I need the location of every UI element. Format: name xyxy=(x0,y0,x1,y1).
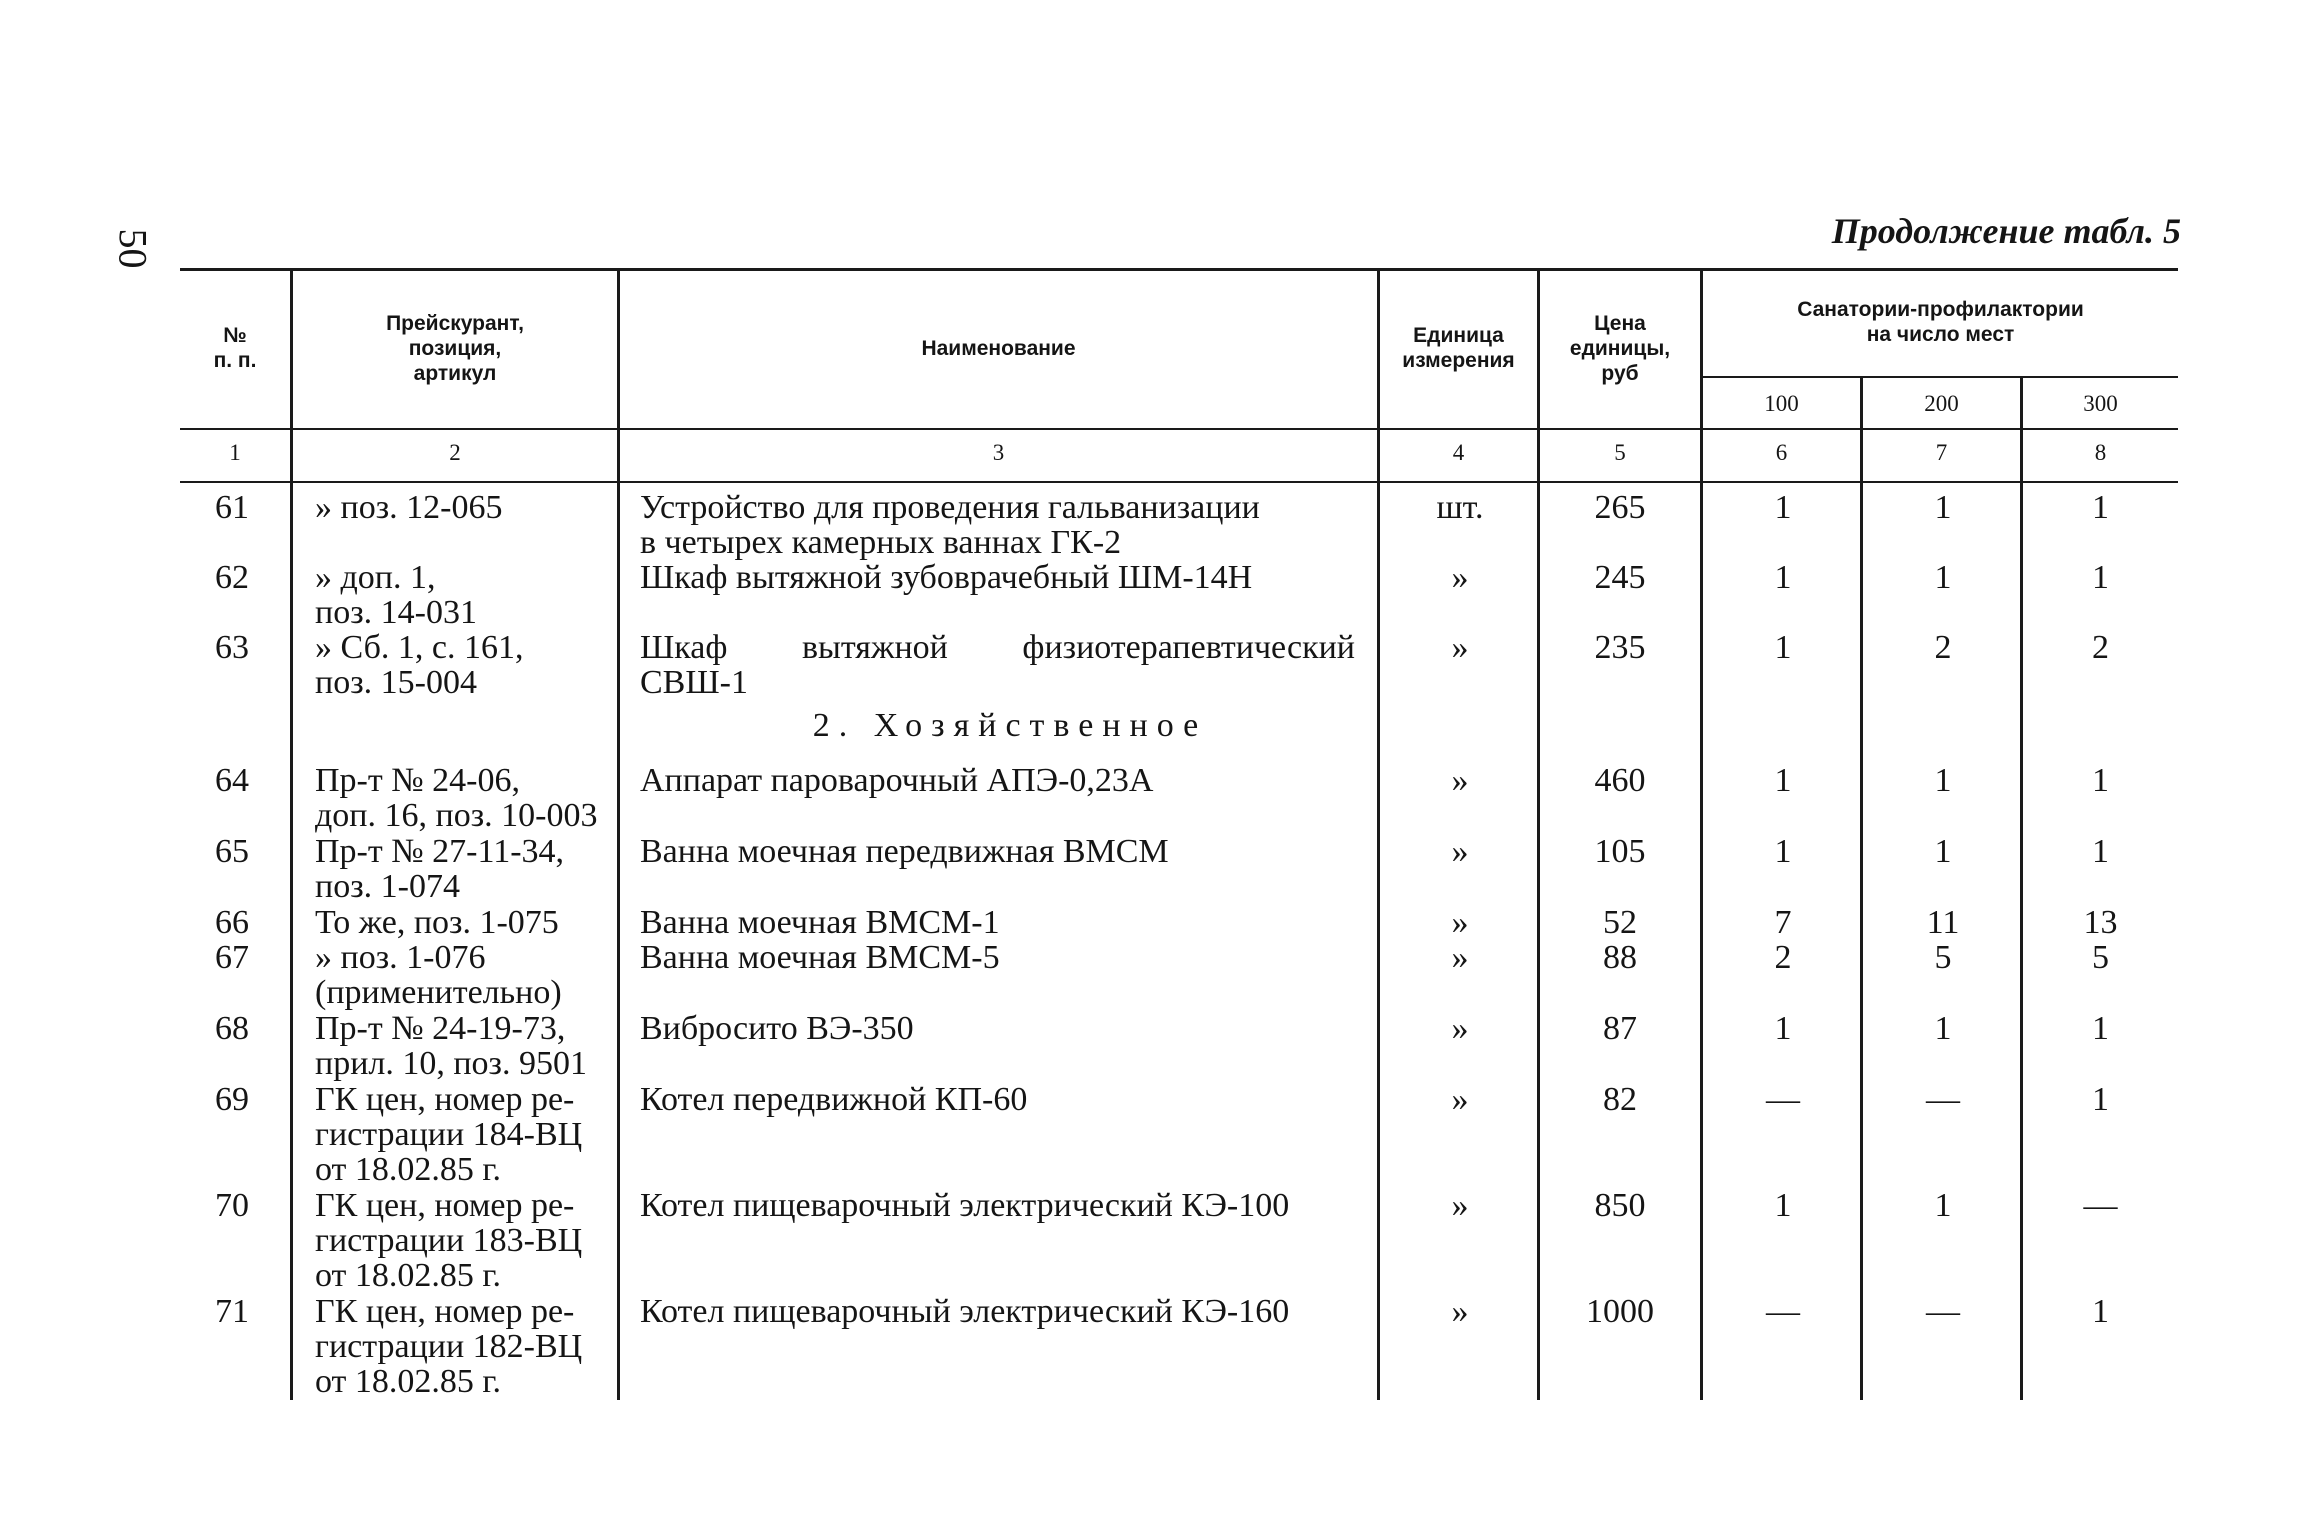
item-name: Вибросито ВЭ-350 xyxy=(640,1010,914,1047)
unit-cell: » xyxy=(1451,939,1469,976)
column-divider xyxy=(290,268,293,1400)
qty-200: 2 xyxy=(1934,629,1952,666)
price-cell: 88 xyxy=(1603,939,1637,976)
qty-300: 5 xyxy=(2092,939,2109,976)
pricelist-cell: ГК цен, номер ре- гистрации 183-ВЦ от 18.02.85 г. xyxy=(315,1187,583,1294)
unit-cell: шт. xyxy=(1436,489,1484,526)
pricelist-cell: ГК цен, номер ре- гистрации 182-ВЦ от 18.02.85 г. xyxy=(315,1293,583,1400)
pricelist-cell: Пр-т № 24-06, доп. 16, поз. 10-003 xyxy=(315,762,598,834)
pricelist-cell: То же, поз. 1-075 xyxy=(315,904,559,941)
unit-cell: » xyxy=(1451,559,1469,596)
qty-200: 1 xyxy=(1934,1010,1952,1047)
qty-200: — xyxy=(1926,1293,1960,1330)
column-number: 8 xyxy=(2094,440,2107,465)
header-unit: Единица измерения xyxy=(1402,324,1515,372)
qty-300: — xyxy=(2083,1187,2118,1224)
row-number: 70 xyxy=(215,1187,249,1224)
pricelist-cell: Пр-т № 27-11-34, поз. 1-074 xyxy=(315,833,565,905)
row-number: 71 xyxy=(215,1293,249,1330)
qty-100: — xyxy=(1766,1081,1800,1118)
row-number: 67 xyxy=(215,939,249,976)
item-name: Аппарат пароварочный АПЭ-0,23А xyxy=(640,762,1154,799)
price-cell: 1000 xyxy=(1586,1293,1654,1330)
qty-200: 1 xyxy=(1934,489,1952,526)
row-number: 64 xyxy=(215,762,249,799)
column-number: 1 xyxy=(229,440,241,465)
item-name: Котел передвижной КП-60 xyxy=(640,1081,1028,1118)
qty-300: 2 xyxy=(2092,629,2109,666)
qty-100: 1 xyxy=(1774,629,1792,666)
table-caption: Продолжение табл. 5 xyxy=(1831,211,2181,251)
column-number: 4 xyxy=(1452,440,1465,465)
row-number: 66 xyxy=(215,904,249,941)
row-number: 69 xyxy=(215,1081,249,1118)
qty-100: 7 xyxy=(1774,904,1792,941)
price-cell: 235 xyxy=(1594,629,1646,666)
price-cell: 265 xyxy=(1594,489,1646,526)
item-name: Котел пищеварочный электрический КЭ-100 xyxy=(640,1187,1290,1224)
pricelist-cell: Пр-т № 24-19-73, прил. 10, поз. 9501 xyxy=(315,1010,587,1082)
qty-200: 5 xyxy=(1934,939,1952,976)
unit-cell: » xyxy=(1451,1081,1469,1118)
qty-300: 1 xyxy=(2092,1081,2109,1118)
price-cell: 105 xyxy=(1594,833,1646,870)
item-name: Котел пищеварочный электрический КЭ-160 xyxy=(640,1293,1290,1330)
row-number: 65 xyxy=(215,833,249,870)
qty-300: 1 xyxy=(2092,559,2109,596)
unit-cell: » xyxy=(1451,1293,1469,1330)
price-cell: 82 xyxy=(1603,1081,1637,1118)
qty-100: 1 xyxy=(1774,833,1792,870)
unit-cell: » xyxy=(1451,1010,1469,1047)
header-no: № п. п. xyxy=(213,324,257,372)
row-number: 61 xyxy=(215,489,249,526)
section-heading: 2. Хозяйственное xyxy=(812,707,1208,744)
item-name: Ванна моечная ВМСМ-5 xyxy=(640,939,1000,976)
column-number: 3 xyxy=(992,440,1005,465)
qty-100: 1 xyxy=(1774,489,1792,526)
price-table xyxy=(180,268,2178,1400)
column-number: 5 xyxy=(1614,440,1626,465)
item-name: Устройство для проведения гальванизации в четырех камерных ваннах ГК-2 xyxy=(640,489,1260,561)
qty-100: 1 xyxy=(1774,1010,1792,1047)
price-cell: 460 xyxy=(1594,762,1646,799)
qty-200: — xyxy=(1926,1081,1960,1118)
qty-300: 1 xyxy=(2092,762,2109,799)
header-bottom-rule xyxy=(180,428,2178,430)
header-capacity-100: 100 xyxy=(1764,390,1799,416)
unit-cell: » xyxy=(1451,833,1469,870)
header-price: Цена единицы, руб xyxy=(1569,311,1671,385)
column-divider xyxy=(2020,376,2023,1400)
header-pricelist: Прейскурант, позиция, артикул xyxy=(386,311,524,385)
unit-cell: » xyxy=(1451,629,1469,666)
price-cell: 245 xyxy=(1594,559,1646,596)
pricelist-cell: » доп. 1, поз. 14-031 xyxy=(315,559,477,631)
pricelist-cell: ГК цен, номер ре- гистрации 184-ВЦ от 18.02.85 г. xyxy=(315,1081,583,1188)
qty-200: 1 xyxy=(1934,762,1952,799)
column-divider xyxy=(617,268,620,1400)
item-name: Ванна моечная передвижная ВМСМ xyxy=(640,833,1169,870)
price-cell: 850 xyxy=(1594,1187,1646,1224)
column-number: 2 xyxy=(449,440,461,465)
qty-200: 1 xyxy=(1934,559,1952,596)
pricelist-cell: » поз. 1-076 (применительно) xyxy=(315,939,562,1011)
unit-cell: » xyxy=(1451,1187,1469,1224)
qty-100: 2 xyxy=(1774,939,1792,976)
qty-300: 1 xyxy=(2092,1293,2109,1330)
header-capacity-300: 300 xyxy=(2083,390,2118,416)
header-name: Наименование xyxy=(921,336,1076,360)
header-capacity-200: 200 xyxy=(1924,390,1959,416)
qty-300: 13 xyxy=(2083,904,2118,941)
price-cell: 87 xyxy=(1603,1010,1637,1047)
qty-300: 1 xyxy=(2092,833,2109,870)
column-number-rule xyxy=(180,481,2178,483)
unit-cell: » xyxy=(1451,762,1469,799)
item-name: Шкаф вытяжной физиотерапевтический xyxy=(640,629,1355,666)
item-name: Шкаф вытяжной зубоврачебный ШМ-14Н xyxy=(640,559,1253,596)
item-name-continuation: СВШ-1 xyxy=(640,664,748,701)
qty-300: 1 xyxy=(2092,1010,2109,1047)
qty-100: 1 xyxy=(1774,762,1792,799)
row-number: 63 xyxy=(215,629,249,666)
column-number: 6 xyxy=(1775,440,1788,465)
row-number: 68 xyxy=(215,1010,249,1047)
pricelist-cell: » поз. 12-065 xyxy=(315,489,503,526)
qty-200: 11 xyxy=(1926,904,1960,941)
qty-200: 1 xyxy=(1934,1187,1952,1224)
price-cell: 52 xyxy=(1603,904,1637,941)
column-number: 7 xyxy=(1935,440,1948,465)
pricelist-cell: » Сб. 1, с. 161, поз. 15-004 xyxy=(315,629,524,701)
item-name: Ванна моечная ВМСМ-1 xyxy=(640,904,1000,941)
row-number: 62 xyxy=(215,559,249,596)
unit-cell: » xyxy=(1451,904,1469,941)
qty-200: 1 xyxy=(1934,833,1952,870)
page-number: 50 xyxy=(110,228,156,269)
qty-300: 1 xyxy=(2092,489,2109,526)
header-capacity-group: Санатории-профилактории на число мест xyxy=(1797,298,2084,346)
qty-100: 1 xyxy=(1774,1187,1792,1224)
qty-100: 1 xyxy=(1774,559,1792,596)
qty-100: — xyxy=(1766,1293,1800,1330)
column-divider xyxy=(1860,376,1863,1400)
